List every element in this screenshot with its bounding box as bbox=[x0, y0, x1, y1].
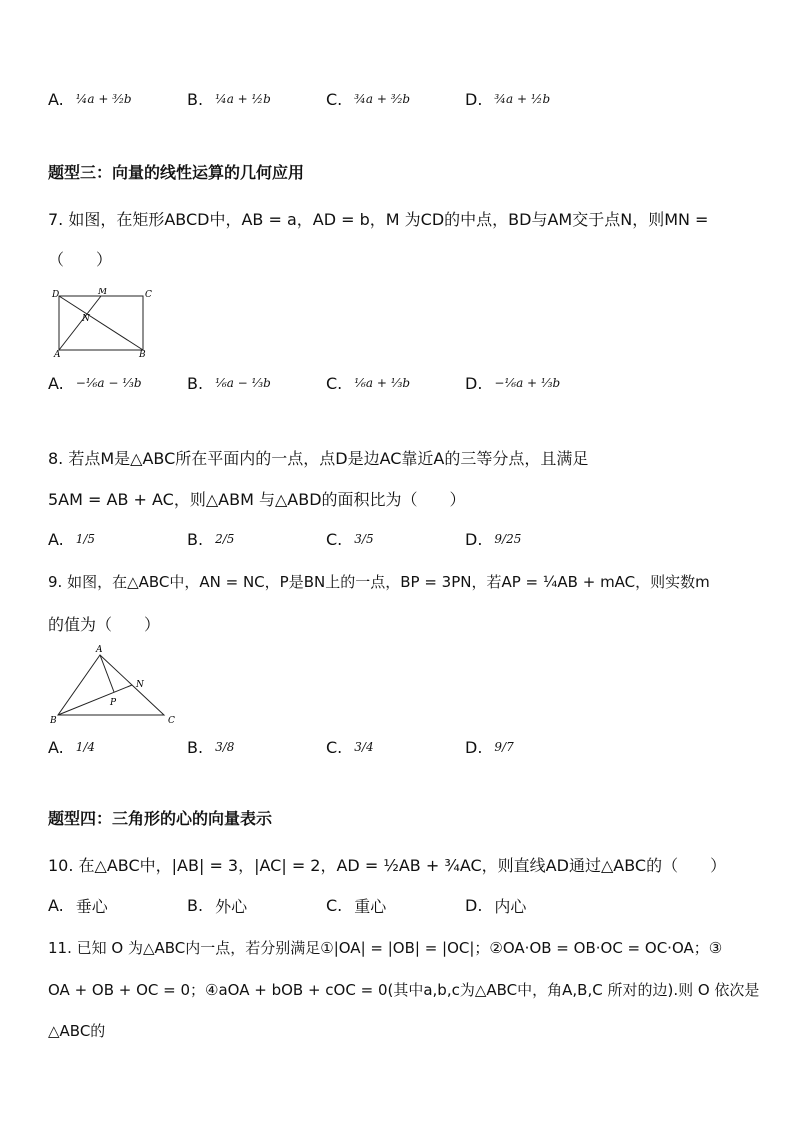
q10-option-d[interactable]: D. 内心 bbox=[465, 895, 527, 916]
q10-option-b[interactable]: B. 外心 bbox=[187, 895, 248, 916]
q11-stem-line-2: OA + OB + OC = 0；④aOA + bOB + cOC = 0(其中a,b,c为△ABC中，角A,B,C 所对的边).则 O 依次是 bbox=[48, 981, 760, 999]
q6-options bbox=[0, 82, 794, 116]
segment-am bbox=[59, 296, 101, 350]
label-b: B bbox=[139, 350, 146, 358]
q10-options bbox=[0, 888, 794, 922]
q9-option-d[interactable]: D. 9/7 bbox=[465, 737, 514, 757]
section-3-title: 题型三：向量的线性运算的几何应用 bbox=[48, 163, 305, 182]
q8-stem-line-1: 8. 若点M是△ABC所在平面内的一点，点D是边AC靠近A的三等分点，且满足 bbox=[48, 449, 589, 468]
q7-stem-line-1: 7. 如图，在矩形ABCD中，AB = a，AD = b，M 为CD的中点，BD与AM交于点N，则MN = bbox=[48, 210, 709, 229]
q6-option-a[interactable]: A. ¼a + ³⁄₂b bbox=[48, 89, 132, 109]
segment-bd bbox=[59, 296, 143, 350]
q9-stem-line-2: 的值为（ ） bbox=[48, 615, 161, 634]
label-p: P bbox=[110, 698, 117, 708]
q10-option-c[interactable]: C. 重心 bbox=[326, 895, 387, 916]
q7-option-d[interactable]: D. −⅙a + ⅓b bbox=[465, 373, 561, 393]
q10-option-a[interactable]: A. 垂心 bbox=[48, 895, 108, 916]
q11-stem-line-1: 11. 已知 O 为△ABC内一点，若分别满足①|OA| = |OB| = |OC|；②OA·OB = OB·OC = OC·OA；③ bbox=[48, 939, 723, 957]
q7-option-c[interactable]: C. ⅙a + ⅓b bbox=[326, 373, 411, 393]
q9-option-a[interactable]: A. 1/4 bbox=[48, 737, 96, 757]
label-a: A bbox=[54, 350, 61, 358]
label-m: M bbox=[98, 288, 108, 297]
q8-option-a[interactable]: A. 1/5 bbox=[48, 529, 96, 549]
q7-option-b[interactable]: B. ⅙a − ⅓b bbox=[187, 373, 271, 393]
q9-option-b[interactable]: B. 3/8 bbox=[187, 737, 235, 757]
segment-ap bbox=[100, 655, 114, 692]
q6-option-c[interactable]: C. ¾a + ³⁄₂b bbox=[326, 89, 411, 109]
q8-option-d[interactable]: D. 9/25 bbox=[465, 529, 522, 549]
label-d: D bbox=[52, 290, 60, 300]
q8-option-c[interactable]: C. 3/5 bbox=[326, 529, 374, 549]
q7-option-a[interactable]: A. −⅙a − ⅓b bbox=[48, 373, 142, 393]
q9-stem-line-1: 9. 如图，在△ABC中，AN = NC，P是BN上的一点，BP = 3PN，若AP = ¼AB + mAC，则实数m bbox=[48, 573, 710, 591]
q10-stem: 10. 在△ABC中，|AB| = 3，|AC| = 2，AD = ½AB + ¾AC，则直线AD通过△ABC的（ ） bbox=[48, 856, 727, 875]
q7-rectangle-figure bbox=[50, 288, 160, 358]
q9-options bbox=[0, 730, 794, 764]
label-a: A bbox=[96, 645, 103, 655]
q7-options bbox=[0, 366, 794, 400]
q9-option-c[interactable]: C. 3/4 bbox=[326, 737, 374, 757]
q7-stem-line-2: （ ） bbox=[48, 250, 113, 269]
q8-options bbox=[0, 522, 794, 556]
q6-option-d[interactable]: D. ¾a + ½b bbox=[465, 89, 551, 109]
q8-stem-line-2: 5AM = AB + AC，则△ABM 与△ABD的面积比为（ ） bbox=[48, 490, 466, 509]
q6-option-b[interactable]: B. ¼a + ½b bbox=[187, 89, 271, 109]
label-c: C bbox=[145, 290, 152, 300]
label-c: C bbox=[168, 716, 175, 725]
q11-stem-line-3: △ABC的 bbox=[48, 1022, 106, 1040]
section-4-title: 题型四：三角形的心的向量表示 bbox=[48, 809, 273, 828]
q8-option-b[interactable]: B. 2/5 bbox=[187, 529, 235, 549]
label-b: B bbox=[50, 716, 57, 725]
q9-triangle-figure bbox=[50, 645, 185, 725]
label-n: N bbox=[136, 680, 144, 690]
label-n: N bbox=[82, 314, 90, 324]
